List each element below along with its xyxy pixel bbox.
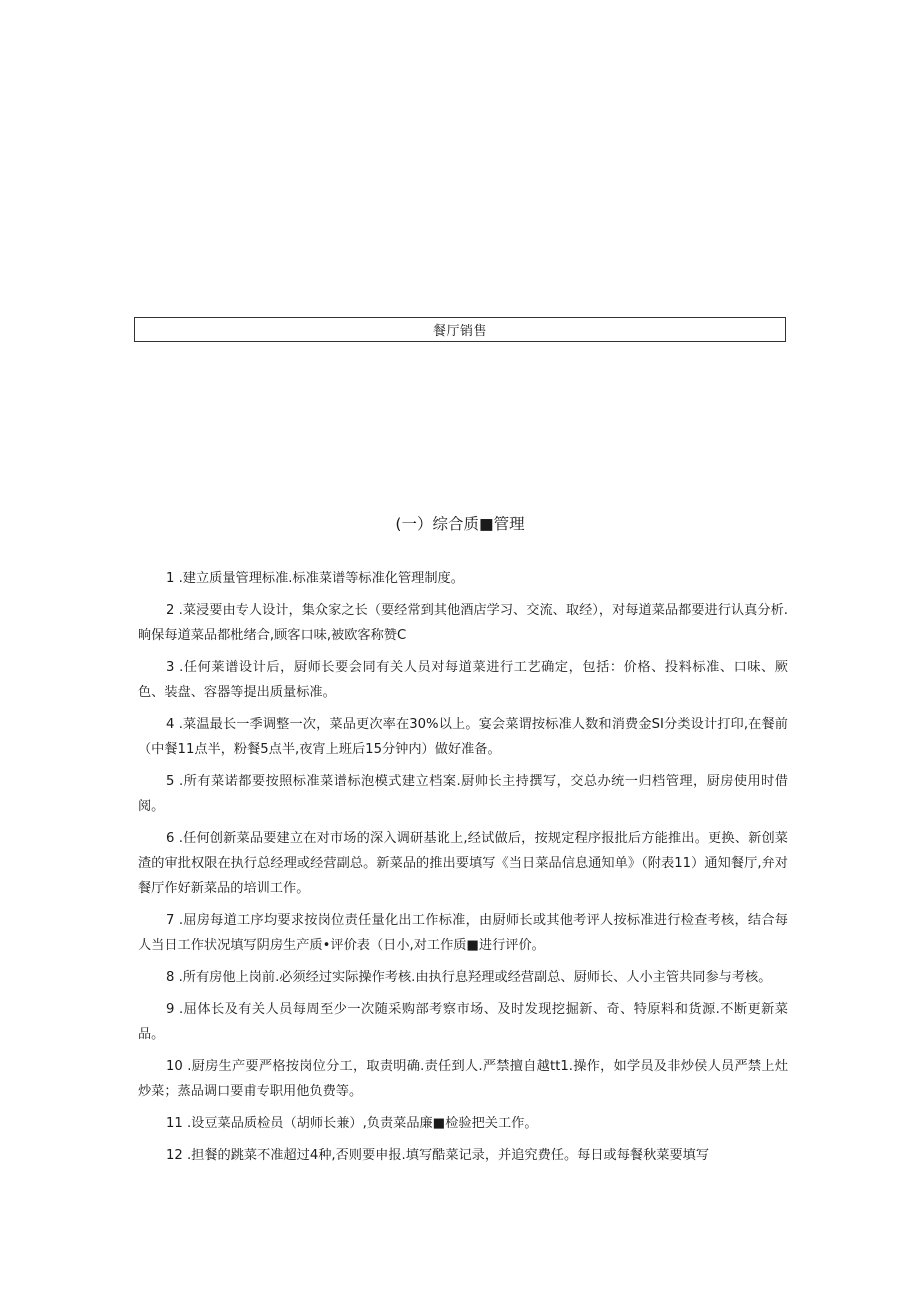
paragraph-9: [138, 997, 788, 1047]
item-number: 12: [166, 1148, 183, 1163]
item-number: 9: [166, 1002, 175, 1017]
item-text: .担餐的跳菜不准超过4种,否则要申报.填写酷菜记录，并追究费任。每日或每餐秋菜要填写: [182, 1148, 710, 1163]
item-text: .菜浸要由专人设计，集众家之长（要经常到其他酒店学习、交流、取经），对每道菜品都要进行认真分析.晌保每道菜品都枇绪合,顾客口味,被欧客称赞C: [138, 603, 788, 643]
item-text: .厨房生产要严格按岗位分工，取责明确.责任到人.严禁擅自越tt1.操作，如学员及非炒侯人员严禁上灶炒菜；蒸品调口要甫专职用他负费等。: [138, 1059, 788, 1099]
item-text: .建立质量管理标准.标准菜谱等标准化管理制度。: [174, 571, 464, 586]
paragraph-6: [138, 826, 788, 901]
paragraph-11: [138, 1111, 788, 1136]
item-text: .任何创新菜品要建立在对市场的深入调研基讹上,经试做后，按规定程序报批后方能推出。更换、新创菜渣的审批权限在执行总经理或经营副总。新菜品的推出要填写《当日菜品信息通知单》（附表11）通知餐厅,弁对餐厅作好新菜品的培训工作。: [138, 831, 788, 896]
paragraph-3: [138, 655, 788, 705]
item-number: 7: [166, 913, 175, 928]
paragraph-2: [138, 598, 788, 648]
paragraph-4: [138, 712, 788, 762]
paragraph-5: [138, 769, 788, 819]
page-header-box: [134, 317, 786, 342]
body-text: [138, 566, 788, 1175]
item-number: 8: [166, 970, 175, 985]
section-title: (一）综合质■管理: [395, 515, 525, 533]
item-number: 5: [166, 774, 175, 789]
item-number: 11: [166, 1116, 183, 1131]
paragraph-8: [138, 965, 788, 990]
item-text: .设豆菜品质检员（胡师长兼）,负责菜品廉■检验把关工作。: [182, 1116, 538, 1131]
item-number: 1: [166, 571, 175, 586]
header-title: 餐厅销售: [432, 324, 487, 339]
item-text: .任何莱谱设计后，厨师长要会同有关人员对每道菜进行工艺确定，包括：价格、投料标准、口味、厥色、装盘、容器等提出质量标准。: [138, 660, 788, 700]
item-text: .屈体长及有关人员每周至少一次随采购部考察市场、及时发现挖掘新、奇、特原料和货源.不断更新菜品。: [138, 1002, 788, 1042]
item-text: .所有房他上岗前.必须经过实际操作考核.由执行息羟理或经营副总、厨师长、人小主管共同参与考核。: [174, 970, 772, 985]
paragraph-1: [138, 566, 788, 591]
item-text: .所有菜诺都要按照标准菜谱标泡模式建立档案.厨帅长主持撰写，交总办统一归档管理，厨房使用时借阅。: [138, 774, 788, 814]
item-number: 2: [166, 603, 175, 618]
paragraph-12: [138, 1143, 788, 1168]
item-number: 6: [166, 831, 175, 846]
item-text: .菜温最长一季调整一次，菜品更次率在30%以上。宴会菜谓按标准人数和消费金SI分类设计打印,在餐前（中餐11点半，粉餐5点半,夜宵上班后15分钟内）做好准备。: [138, 717, 788, 757]
paragraph-10: [138, 1054, 788, 1104]
item-number: 4: [166, 717, 175, 732]
paragraph-7: [138, 908, 788, 958]
item-number: 10: [166, 1059, 183, 1074]
item-number: 3: [166, 660, 175, 675]
item-text: .屈房每道工序均要求按岗位责任量化出工作标准，由厨师长或其他考评人按标准进行检查考核，结合每人当日工作状况填写阴房生产质•评价表（日小,对工作质■进行评价。: [138, 913, 788, 953]
